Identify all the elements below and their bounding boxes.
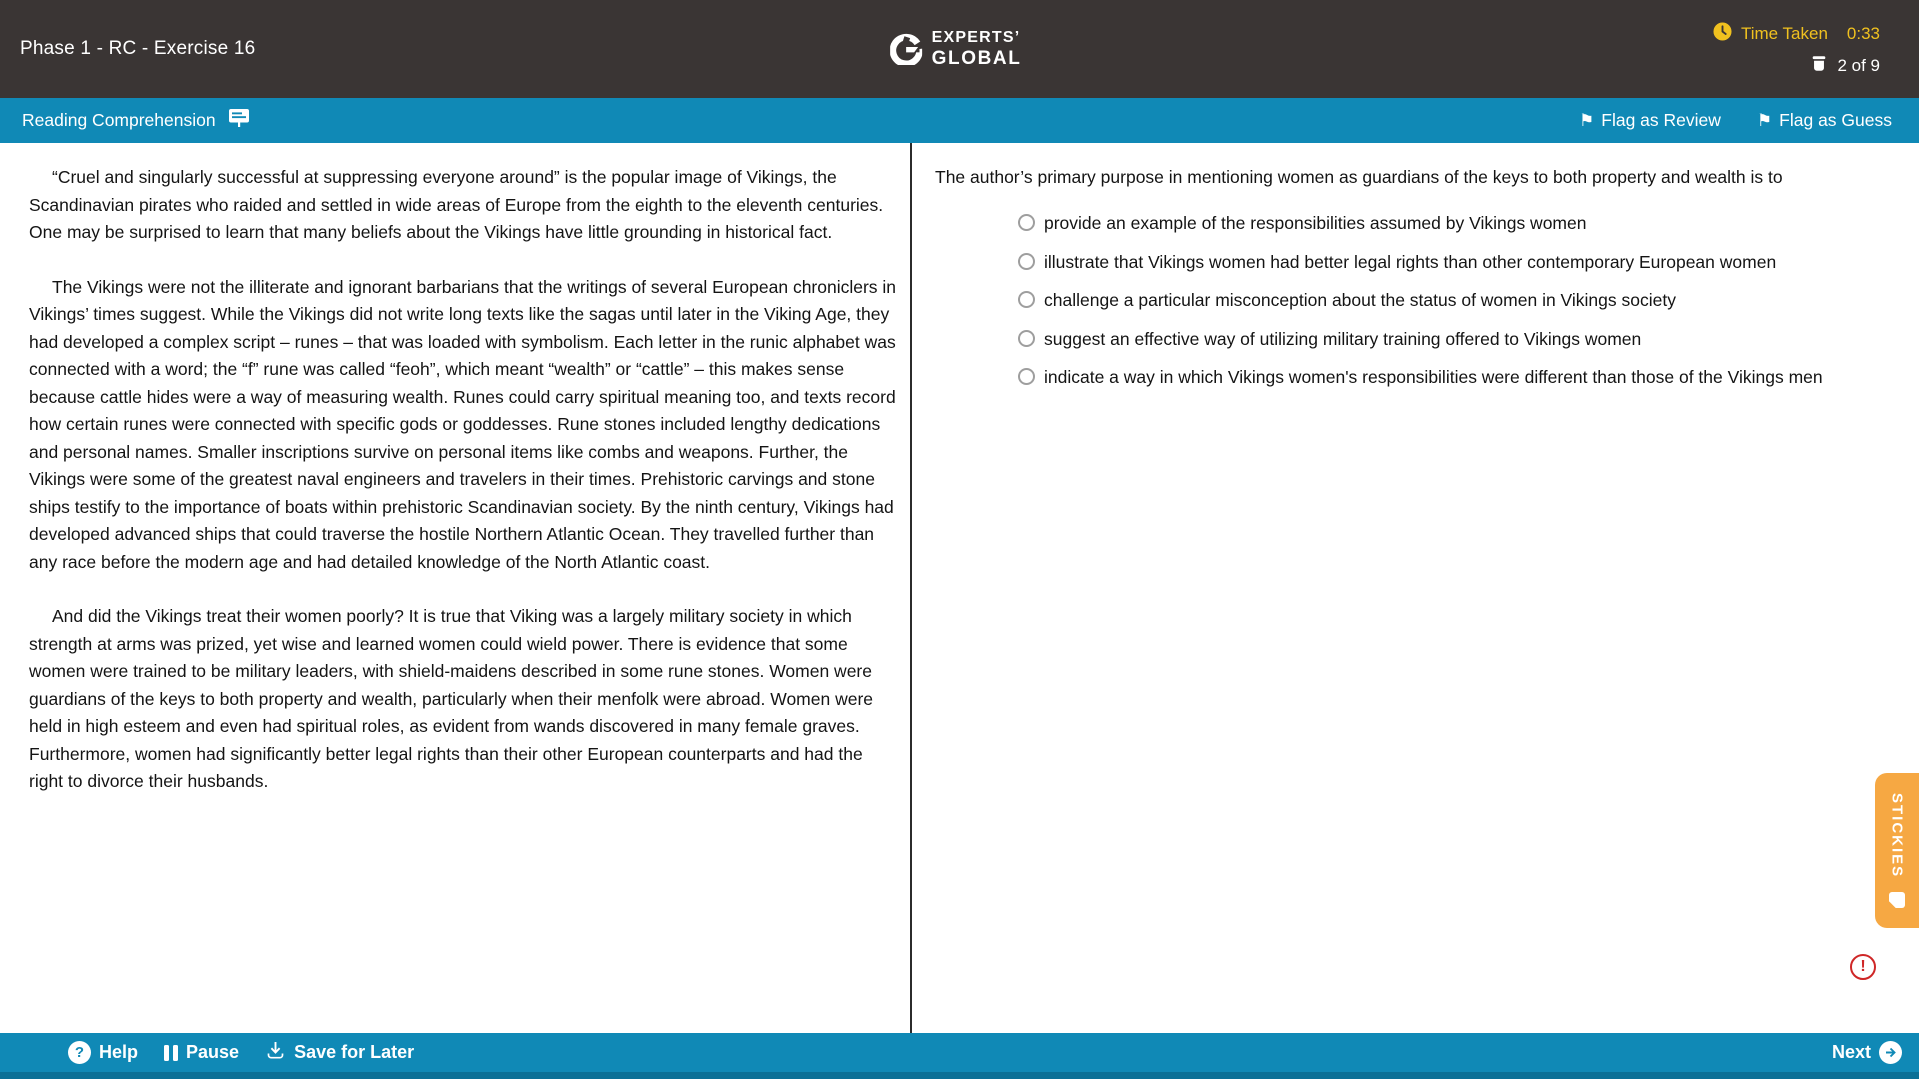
- time-taken: [1713, 22, 1880, 46]
- radio-button[interactable]: [1018, 291, 1035, 308]
- flag-as-review-label: Flag as Review: [1601, 110, 1721, 130]
- answer-option-5[interactable]: [1018, 366, 1905, 389]
- footer-edge: [0, 1072, 1919, 1079]
- question-progress-label: 2 of 9: [1837, 55, 1880, 75]
- exercise-title: Phase 1 - RC - Exercise 16: [20, 38, 256, 59]
- section-label: [22, 108, 250, 133]
- answer-options: [1018, 212, 1905, 389]
- save-for-later-button[interactable]: [265, 1040, 414, 1065]
- passage-paragraph-3: And did the Vikings treat their women poorly? It is true that Viking was a largely military society in which strength at arms was prized, yet wise and learned women could wield power. There is evidence that some women were trained to be military leaders, with shield-maidens described in some rune stones. Women were guardians of the keys to both property and wealth, particularly when their menfolk were abroad. Women were held in high esteem and even had spiritual roles, as evident from wands discovered in many female graves. Furthermore, women had significantly better legal rights than their other European counterparts and had the right to divorce their husbands.: [29, 606, 874, 791]
- passage-paragraph-2: The Vikings were not the illiterate and ignorant barbarians that the writings of several European chroniclers in Vikings’ times suggest. While the Vikings did not write long texts like the sagas until later in the Viking Age, they had developed a complex script – runes – that was loaded with symbolism. Each letter in the runic alphabet was connected with a word; the “f” rune was called “feoh”, which meant “wealth” or “cattle” – this makes sense because cattle hides were a way of measuring wealth. Runes could carry spiritual meaning too, and texts record how certain runes were connected with specific gods or goddesses. Rune stones included lengthy dedications and personal names. Smaller inscriptions survive on personal items like combs and weapons. Further, the Vikings were some of the greatest naval engineers and travelers in their times. Prehistoric carvings and stone ships testify to the importance of boats within prehistoric Scandinavian society. By the ninth century, Vikings had developed advanced ships that could traverse the hostile Northern Atlantic Ocean. They travelled further than any race before the modern age and had detailed knowledge of the North Atlantic coast.: [29, 276, 897, 572]
- question-progress: [1810, 55, 1880, 77]
- experts-global-logo-icon: [890, 33, 922, 65]
- bottom-toolbar: [0, 1033, 1919, 1079]
- flag-icon: ⚑: [1579, 111, 1595, 130]
- next-button[interactable]: [1832, 1041, 1902, 1064]
- time-taken-value: 0:33: [1846, 23, 1880, 43]
- question-stack-icon: [1810, 55, 1828, 77]
- radio-button[interactable]: [1018, 253, 1035, 270]
- question-pane: [912, 143, 1919, 1033]
- warning-glyph: !: [1860, 958, 1866, 975]
- answer-option-2[interactable]: [1018, 251, 1905, 274]
- radio-button[interactable]: [1018, 368, 1035, 385]
- section-name: Reading Comprehension: [22, 110, 216, 130]
- help-icon: ?: [68, 1041, 91, 1064]
- answer-option-label: provide an example of the responsibilities assumed by Vikings women: [1044, 213, 1587, 233]
- download-icon: [265, 1040, 286, 1065]
- bottom-toolbar-inner: [0, 1033, 1919, 1072]
- flag-controls: [1579, 110, 1892, 131]
- warning-icon[interactable]: [1850, 954, 1876, 980]
- time-taken-label: Time Taken: [1740, 23, 1828, 43]
- header-status: [1713, 22, 1880, 77]
- stickies-label: STICKIES: [1888, 792, 1906, 879]
- main-content: [0, 143, 1919, 1033]
- radio-button[interactable]: [1018, 214, 1035, 231]
- answer-option-label: indicate a way in which Vikings women's responsibilities were different than those of the Vikings men: [1044, 367, 1823, 387]
- answer-option-1[interactable]: [1018, 212, 1905, 235]
- help-label: Help: [99, 1042, 139, 1062]
- next-arrow-icon: [1879, 1041, 1902, 1064]
- logo-line2: GLOBAL: [931, 48, 1022, 69]
- flag-as-guess-button[interactable]: [1757, 110, 1892, 131]
- experts-global-logo: [890, 30, 1022, 68]
- help-button[interactable]: [68, 1041, 138, 1064]
- flag-icon: ⚑: [1756, 111, 1773, 130]
- answer-option-3[interactable]: [1018, 289, 1905, 312]
- radio-button[interactable]: [1018, 330, 1035, 347]
- question-stem: The author’s primary purpose in mentioning women as guardians of the keys to both property and wealth is to: [935, 167, 1783, 187]
- presentation-board-icon: [228, 108, 250, 133]
- save-for-later-label: Save for Later: [294, 1042, 415, 1062]
- stickies-tab[interactable]: [1875, 773, 1919, 928]
- clock-icon: [1713, 22, 1732, 46]
- logo-text: [932, 30, 1022, 68]
- answer-option-label: challenge a particular misconception about the status of women in Vikings society: [1044, 290, 1676, 310]
- sticky-note-icon: [1889, 892, 1905, 908]
- logo-line1: EXPERTS’: [931, 29, 1021, 46]
- answer-option-4[interactable]: [1018, 328, 1905, 351]
- answer-option-label: illustrate that Vikings women had better legal rights than other contemporary European women: [1044, 251, 1777, 272]
- answer-option-label: suggest an effective way of utilizing military training offered to Vikings women: [1044, 328, 1642, 349]
- pause-label: Pause: [186, 1042, 240, 1062]
- passage-pane: [0, 143, 912, 1033]
- next-label: Next: [1831, 1042, 1871, 1062]
- passage-paragraph-1: “Cruel and singularly successful at suppressing everyone around” is the popular image of Vikings, the Scandinavian pirates who raided and settled in wide areas of Europe from the eighth to the eleventh centuries. One may be surprised to learn that many beliefs about the Vikings have little grounding in historical fact.: [29, 167, 884, 242]
- pause-button[interactable]: [164, 1042, 239, 1063]
- pause-icon: [164, 1045, 178, 1061]
- flag-as-review-button[interactable]: [1579, 110, 1721, 131]
- section-bar: [0, 98, 1919, 143]
- flag-as-guess-label: Flag as Guess: [1779, 110, 1892, 130]
- top-header: [0, 0, 1919, 98]
